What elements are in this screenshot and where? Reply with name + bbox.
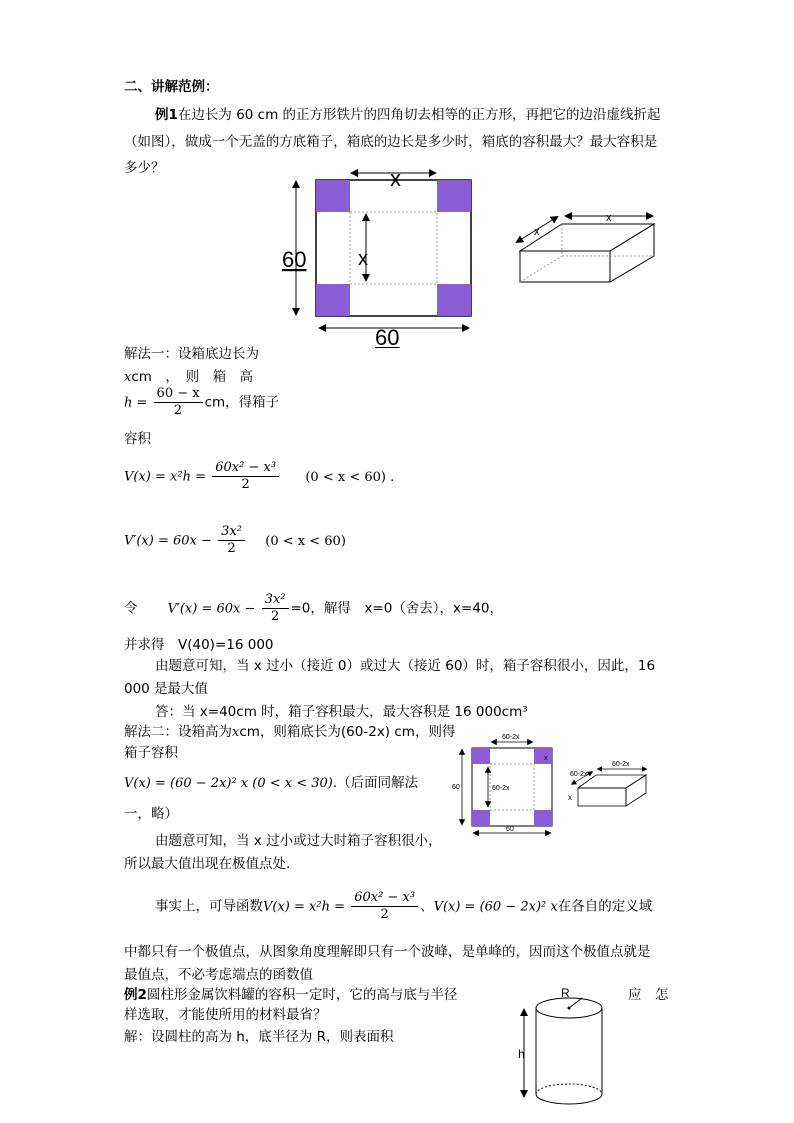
fig1-label-x-mid: x xyxy=(358,248,368,270)
box2-label-b: 60-2x xyxy=(612,761,630,768)
ex1-line3: 多少？ xyxy=(124,160,165,176)
box1-label-x1: x xyxy=(534,226,540,238)
box2-front xyxy=(578,788,626,806)
sol1-answer: 答：当 x=40cm 时，箱子容积最大，最大容积是 16 000cm³ xyxy=(155,704,528,720)
sheet2-corner-bl xyxy=(472,810,490,826)
sheet2-corner-br xyxy=(534,810,552,826)
fig1-label-side: 60 xyxy=(282,247,307,272)
corner-square-bl xyxy=(316,284,350,316)
sol2-volume-formula: V(x) = (60 − 2x)² x (0 < x < 30).（后面同解法 xyxy=(124,775,419,791)
height-fraction: $\frac{60 - x}{2}$ xyxy=(154,386,203,419)
ex2-line1-end: 应 怎 xyxy=(628,987,669,1003)
box1-side xyxy=(610,224,654,282)
fig1-label-x-top: x xyxy=(390,168,401,191)
set-derivative-zero: 令 V′(x) = 60x − $\frac{\text{3x²}}{2}$ =0，解得 x=0（舍去），x=40， xyxy=(124,592,504,624)
ex2-line2: 样选取，才能使所用的材料最省？ xyxy=(124,1007,327,1023)
fig2-bottom-label: 60 xyxy=(506,826,514,833)
sol1-line1: 解法一：设箱底边长为 xyxy=(124,346,259,362)
ex1-line1 xyxy=(155,104,661,126)
derivative-fraction: $\frac{\text{3x²}}{2}$ xyxy=(218,524,245,557)
sol1-line2: xcm ， 则 箱 高 xyxy=(124,369,254,385)
box1-front xyxy=(520,251,610,282)
fig2-top-label: 60-2x xyxy=(502,734,520,741)
cylinder-bottom-front xyxy=(536,1094,602,1104)
ex2-line3: 解：设圆柱的高为 h，底半径为 R，则表面积 xyxy=(124,1029,394,1045)
figure-square-sheet-2 xyxy=(448,728,560,838)
sol1-result: 并求得 V(40)=16 000 xyxy=(124,637,274,653)
sol1-line4: 容积 xyxy=(124,431,151,447)
figure-box-2 xyxy=(566,758,666,816)
box1-hidden-edge-1 xyxy=(520,256,562,282)
corner-square-tr xyxy=(437,180,471,212)
figure-box-1 xyxy=(512,204,662,289)
sol2-reason2: 所以最大值出现在极值点处. xyxy=(124,856,291,872)
set-fraction: $\frac{\text{3x²}}{2}$ xyxy=(262,592,289,625)
box2-label-a: 60-2x xyxy=(570,771,588,778)
fact-line3: 最值点，不必考虑端点的函数值 xyxy=(124,967,313,983)
sol1-height-formula: h = $\frac{60 - x}{2}$ cm，得箱子 xyxy=(124,386,280,418)
sol1-reason2: 000 是最大值 xyxy=(124,681,209,697)
cylinder-radius xyxy=(569,998,582,1008)
ex2-label: 例2 xyxy=(124,987,147,1003)
fact-fraction: $\frac{\text{60x² − x³}}{2}$ xyxy=(351,890,418,923)
sol2-reason1: 由题意可知，当 x 过小或过大时箱子容积很小， xyxy=(155,833,442,849)
fact-line1: 事实上，可导函数V(x) = x²h = $\frac{\text{60x² − x³}}{2}$ 、V(x) = (60 − 2x)² x在各自的定义域 xyxy=(155,890,653,922)
sol2-line2: 箱子容积 xyxy=(124,745,178,761)
sol1-reason1: 由题意可知，当 x 过小（接近 0）或过大（接近 60）时，箱子容积很小，因此，16 xyxy=(155,658,656,674)
box1-label-x2: x xyxy=(606,212,612,224)
sheet2-corner-tr xyxy=(534,748,552,764)
ex1-text1: 在边长为 60 cm 的正方形铁片的四角切去相等的正方形，再把它的边沿虚线折起 xyxy=(177,107,661,123)
box2-label-x: x xyxy=(568,793,572,802)
sheet2-corner-tl xyxy=(472,748,490,764)
figure-square-sheet xyxy=(280,168,480,348)
fig2-x-label: x xyxy=(544,755,548,762)
cylinder-bottom-back xyxy=(536,1084,602,1094)
fig2-side-label: 60 xyxy=(452,784,460,791)
cyl-label-r: R xyxy=(561,986,570,1000)
volume-formula: V(x) = x²h = $\frac{\text{60x² − x³}}{2}$ (0 < x < 60) . xyxy=(124,460,395,492)
fact-line2: 中都只有一个极值点，从图象角度理解即只有一个波峰，是单峰的，因而这个极值点就是 xyxy=(124,944,651,960)
ex1-line2: （如图），做成一个无盖的方底箱子，箱底的边长是多少时，箱底的容积最大？最大容积是 xyxy=(124,134,658,150)
section-title: 二、讲解范例： xyxy=(124,79,219,95)
ex2-line1: 例2圆柱形金属饮料罐的容积一定时，它的高与底与半径 xyxy=(124,987,458,1003)
corner-square-tl xyxy=(316,180,350,212)
box2-side xyxy=(626,775,646,806)
volume-fraction: $\frac{\text{60x² − x³}}{2}$ xyxy=(212,460,279,493)
figure-cylinder xyxy=(512,986,612,1116)
sol2-line1: 解法二：设箱高为xcm，则箱底长为(60-2x) cm，则得 xyxy=(124,724,456,740)
fig2-mid-label: 60-2x xyxy=(492,785,510,792)
sol2-line4: 一，略） xyxy=(124,806,178,822)
fig1-label-bottom: 60 xyxy=(375,325,400,348)
ex1-label: 例1 xyxy=(155,107,178,123)
cyl-label-h: h xyxy=(518,1047,525,1061)
corner-square-br xyxy=(437,284,471,316)
derivative-formula: V′(x) = 60x − $\frac{\text{3x²}}{2}$ (0 < x < 60) xyxy=(124,524,346,556)
